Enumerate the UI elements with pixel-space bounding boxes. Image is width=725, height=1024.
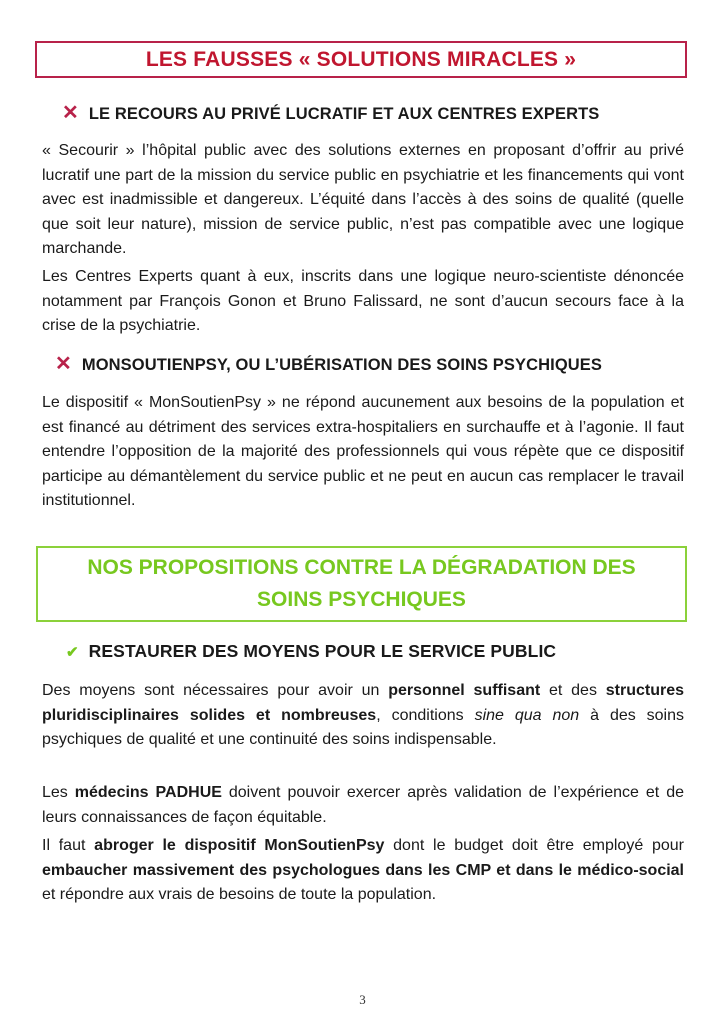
paragraph: Les médecins PADHUE doivent pouvoir exercer après validation de l’expérience et de leurs connaissances de façon équitable.	[42, 784, 684, 826]
section-title-line: NOS PROPOSITIONS CONTRE LA DÉGRADATION DES	[87, 556, 636, 579]
cross-icon: ✕	[55, 353, 72, 375]
bold-text: embaucher massivement des psychologues dans les CMP et dans le médico-social	[42, 861, 684, 879]
check-icon: ✔	[66, 644, 79, 661]
paragraph: Il faut abroger le dispositif MonSoutienPsy dont le budget doit être employé pour embaucher massivement des psychologues dans les CMP et dans le médico-social et répondre aux vrais de besoins de toute la population.	[42, 837, 684, 903]
subheading-restore-means	[66, 641, 556, 662]
paragraph: « Secourir » l’hôpital public avec des solutions externes en proposant d’offrir au privé lucratif une part de la mission du service public en psychiatrie et les financements qui vont avec est inadmissible et dangereux. L’équité dans l’accès à des soins de qualité (quelle que soit leur nature), mission de service public, n’est pas compatible avec une logique marchande.	[42, 142, 684, 257]
section-title-false-solutions	[35, 41, 687, 78]
subheading-text: RESTAURER DES MOYENS POUR LE SERVICE PUBLIC	[88, 641, 557, 661]
bold-text: médecins PADHUE	[74, 784, 222, 801]
subheading-text: LE RECOURS AU PRIVÉ LUCRATIF ET AUX CENTRES EXPERTS	[88, 105, 600, 123]
section-title-line: SOINS PSYCHIQUES	[257, 588, 466, 611]
section-title-proposals	[36, 546, 687, 622]
paragraph: Des moyens sont nécessaires pour avoir un personnel suffisant et des structures pluridisciplinaires solides et nombreuses, conditions sine qua non à des soins psychiques de qualité et une continuité des soins indispensable.	[42, 682, 685, 748]
page-number: 3	[359, 992, 366, 1007]
paragraph: Les Centres Experts quant à eux, inscrits dans une logique neuro-scientiste dénoncée notamment par François Gonon et Bruno Falissard, ne sont d’aucun secours face à la crise de la psychiatrie.	[42, 268, 684, 334]
bold-text: structures pluridisciplinaires solides et nombreuses	[42, 682, 685, 724]
cross-icon: ✕	[62, 102, 79, 124]
paragraph: Le dispositif « MonSoutienPsy » ne répond aucunement aux besoins de la population et est financé au détriment des services extra-hospitaliers en surchauffe et à l’agonie. Il faut entendre l’opposition de la majorité des professionnels qui vous répète que ce dispositif participe au démantèlement du service public et ne peut en aucun cas remplacer le travail institutionnel.	[42, 394, 684, 509]
subheading-private-sector	[62, 100, 599, 125]
subheading-monsoutienpsy	[55, 351, 602, 376]
section-title-text: LES FAUSSES « SOLUTIONS MIRACLES »	[145, 47, 577, 71]
bold-text: personnel suffisant	[388, 682, 541, 699]
subheading-text: MONSOUTIENPSY, OU L’UBÉRISATION DES SOINS PSYCHIQUES	[81, 356, 602, 374]
italic-text: sine qua non	[474, 706, 580, 724]
bold-text: abroger le dispositif MonSoutienPsy	[94, 837, 385, 854]
